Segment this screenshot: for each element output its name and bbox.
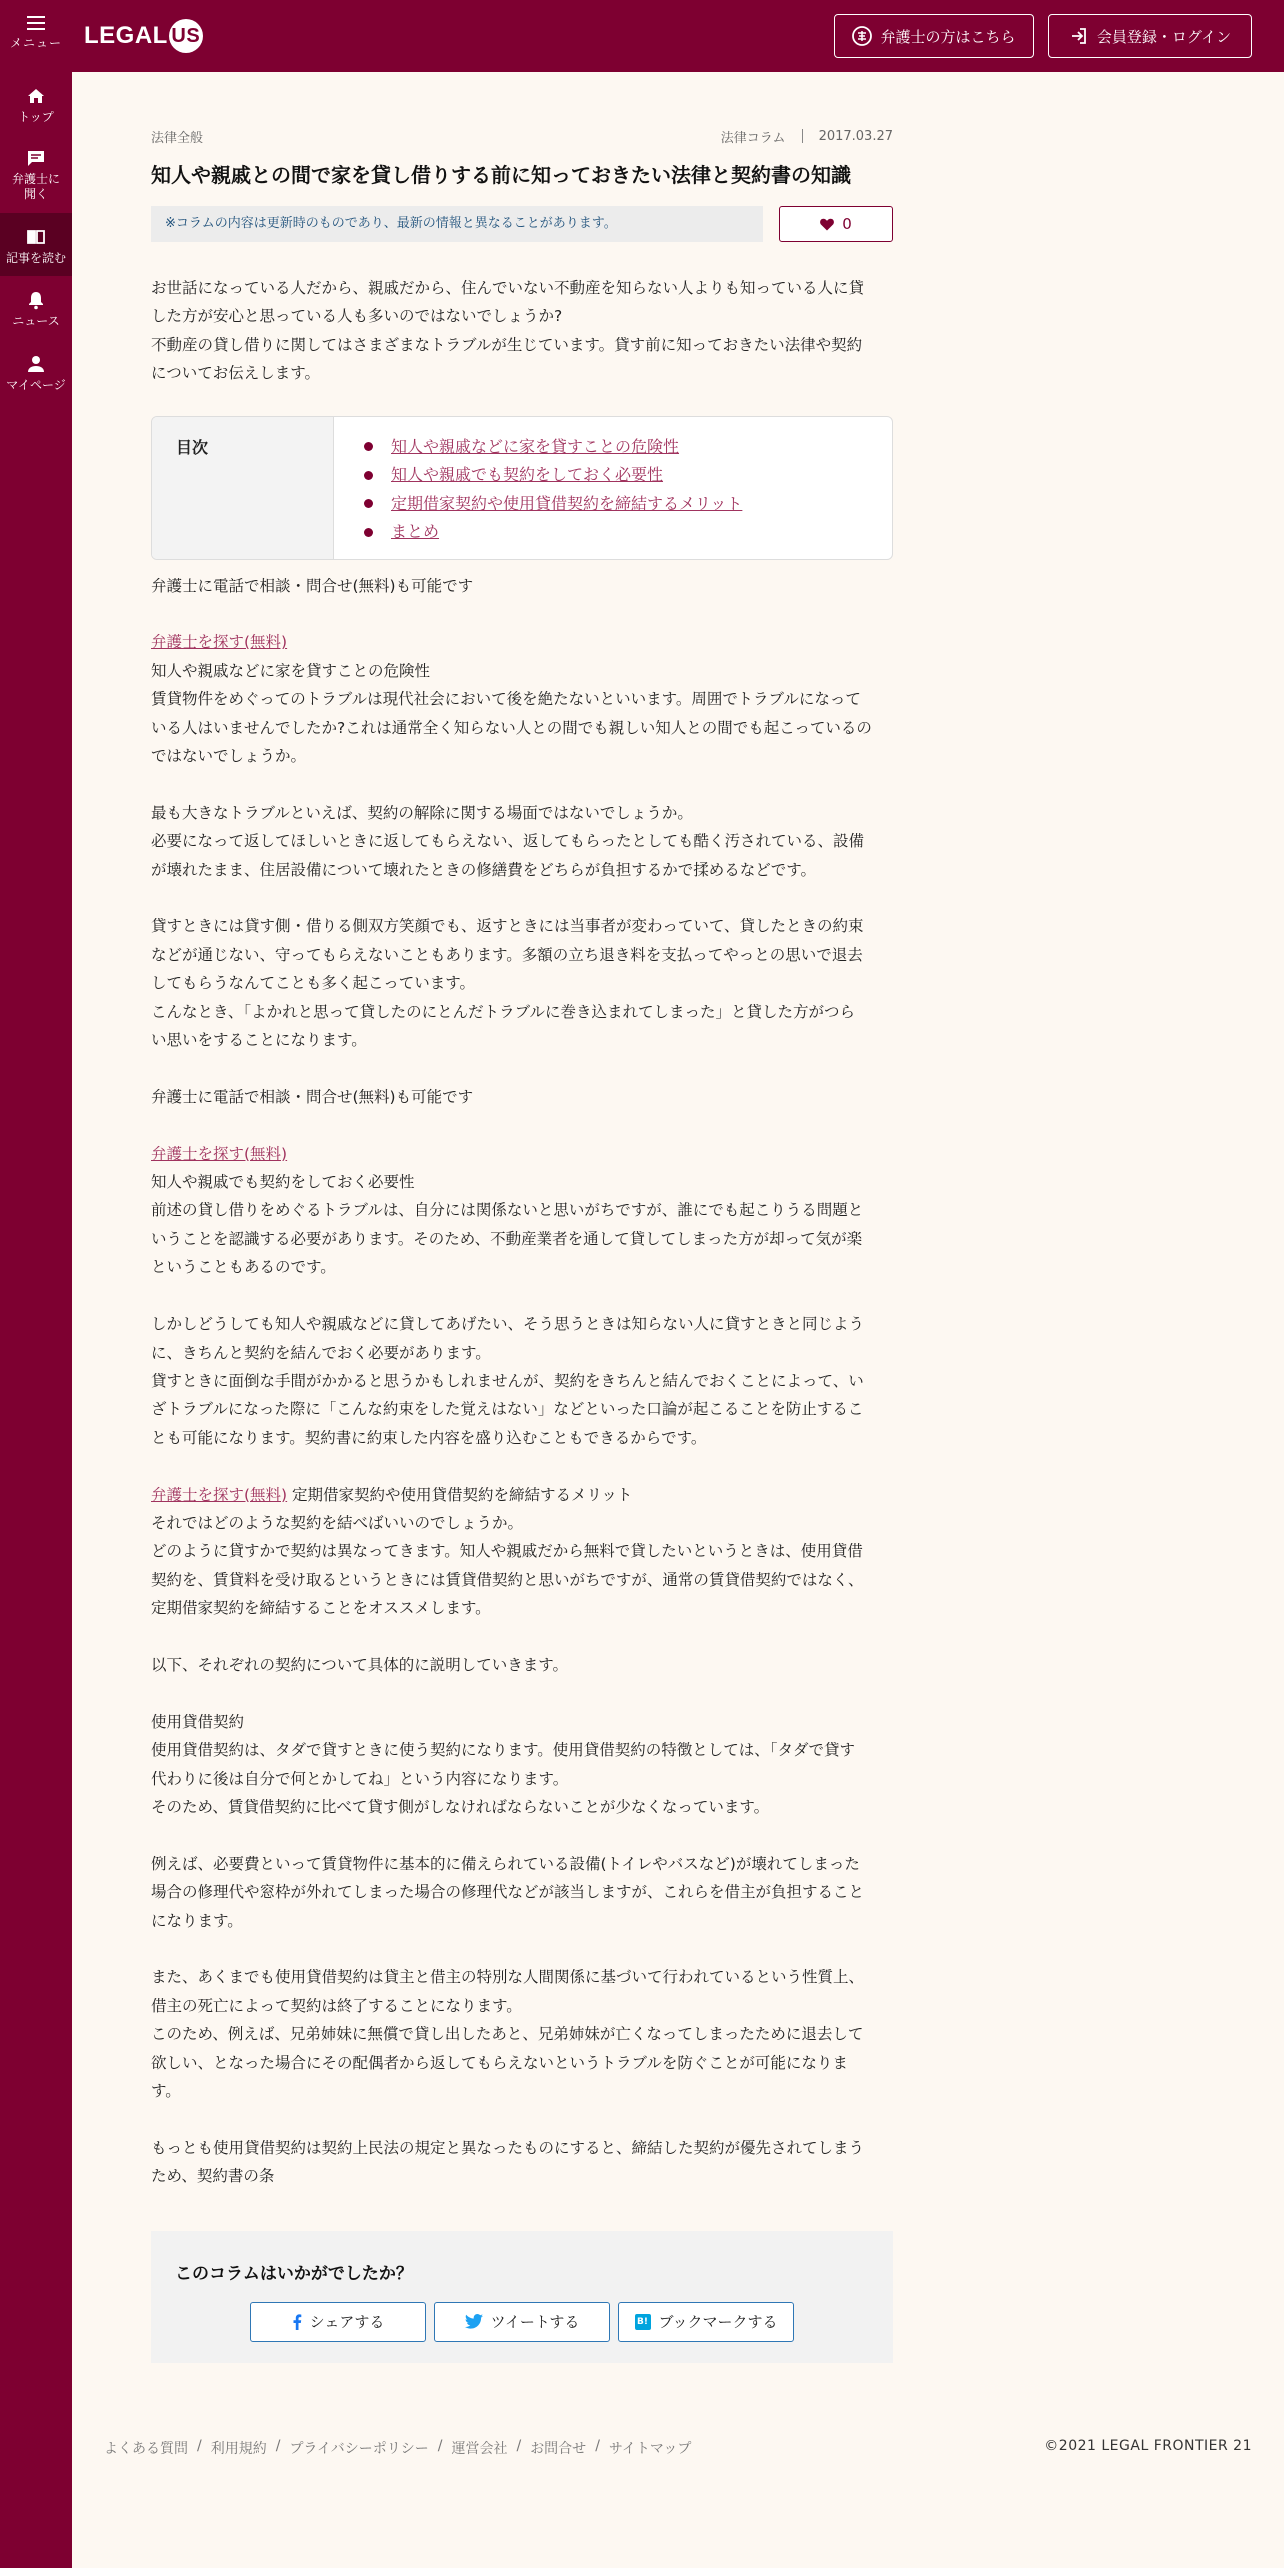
twitter-icon [465,2314,483,2329]
footer-link-contact[interactable]: お問合せ [530,2441,587,2457]
heart-icon [820,218,834,231]
body-line: い思いをすることになります。 [151,1031,367,1050]
hatena-bookmark-button[interactable] [618,2302,794,2342]
body-line: 貸すときに面倒な手間がかかると思うかもしれませんが、契約をきちんと結んでおくことによって、い [151,1371,864,1390]
bullet-icon [364,471,373,480]
feedback-title: このコラムはいかがでしたか？ [175,2263,413,2284]
section-heading: 知人や親戚でも契約をしておく必要性 [151,1173,415,1192]
body-line: 代わりに後は自分で何とかしてね」という内容になります。 [151,1769,569,1788]
table-of-contents [151,416,893,560]
body-line: に、きちんと契約を結んでおく必要があります。 [151,1343,491,1362]
body-line: ということもあるのです。 [151,1258,336,1277]
body-line: 契約を、賃貸料を受け取るというときには賃貸借契約と思いがちですが、通常の賃貸借契約ではなく、 [151,1570,864,1589]
feedback-box [151,2231,893,2363]
bullet-icon [364,528,373,537]
toc-list [334,417,742,559]
meta-divider [802,129,803,143]
toc-link[interactable]: 知人や親戚などに家を貸すことの危険性 [391,436,680,456]
find-lawyer-link[interactable]: 弁護士を探す(無料) [151,633,288,652]
intro-line: についてお伝えします。 [151,364,320,383]
article-date: 2017.03.27 [818,128,893,144]
sidebar-item-ask-lawyer[interactable] [0,136,72,213]
lawyer-entry-label: 弁護士の方はこちら [880,27,1016,46]
login-label: 会員登録・ログイン [1096,27,1232,46]
body-line: ざトラブルになった際に「こんな約束をした覚えはない」などといった口論が起こることを防止するこ [151,1400,864,1419]
find-lawyer-link[interactable]: 弁護士を探す(無料) [151,1485,288,1504]
body-line: ではないでしょうか。 [151,747,307,766]
home-icon [26,86,46,106]
logo-text: LEGAL [84,22,168,49]
toc-link[interactable]: まとめ [391,522,440,542]
body-line: 賃貸物件をめぐってのトラブルは現代社会において後を絶たないといいます。周囲でトラブルになって [151,690,861,709]
section-heading: 使用貸借契約 [151,1712,245,1731]
body-line: こんなとき、「よかれと思って貸したのにとんだトラブルに巻き込まれてしまった」と貸した方がつら [151,1002,856,1021]
body-line: が壊れたまま、住居設備について壊れたときの修繕費をどちらが負担するかで揉めるなどです。 [151,860,816,879]
body-line: 貸すときには貸す側・借りる側双方笑顔でも、返すときには当事者が変わっていて、貸したときの約束 [151,917,864,936]
body-line: 欲しい、となった場合にその配偶者から返してもらえないというトラブルを防ぐことが可能になりま [151,2053,848,2072]
body-line: しかしどうしても知人や親戚などに貸してあげたい、そう思うときは知らない人に貸すときと同じよう [151,1315,865,1334]
footer-link-sitemap[interactable]: サイトマップ [608,2441,692,2457]
toc-item [364,433,742,462]
login-icon [1069,26,1089,46]
section-heading: 知人や親戚などに家を貸すことの危険性 [151,661,431,680]
body-line: 以下、それぞれの契約について具体的に説明していきます。 [151,1655,568,1674]
hamburger-icon [27,16,45,30]
sidebar-item-mypage[interactable] [0,340,72,404]
update-notice: ※コラムの内容は更新時のものであり、最新の情報と異なることがあります。 [151,206,763,242]
sidebar-item-label: ニュース [12,314,60,329]
book-icon [26,227,46,247]
body-line: 使用貸借契約は、タダで貸すときに使う契約になります。使用貸借契約の特徴としては、「タダで貸す [151,1741,856,1760]
footer-separator: / [595,2438,600,2454]
body-line: このため、例えば、兄弟姉妹に無償で貸し出したあと、兄弟姉妹が亡くなってしまったために退去して [151,2025,864,2044]
footer-links [104,2438,691,2458]
article-intro [151,274,893,388]
toc-link[interactable]: 知人や親戚でも契約をしておく必要性 [391,465,664,485]
twitter-share-button[interactable] [434,2302,610,2342]
menu-button[interactable] [0,0,72,72]
login-button[interactable] [1048,14,1252,58]
article-title: 知人や親戚との間で家を貸し借りする前に知っておきたい法律と契約書の知識 [151,163,851,187]
person-icon [26,354,46,374]
body-line: いうことを認識する必要があります。そのため、不動産業者を通して貸してしまった方が却って気が楽 [151,1229,863,1248]
body-line: もっとも使用貸借契約は契約上民法の規定と異なったものにすると、締結した契約が優先されてしまう [151,2138,865,2157]
header [0,0,1284,72]
body-line: とも可能になります。契約書に約束した内容を盛り込むこともできるからです。 [151,1428,707,1447]
body-line: 必要になって返してほしいときに返してもらえない、返してもらったとしても酷く汚されている、設備 [151,832,865,851]
sidebar-item-news[interactable] [0,276,72,340]
site-logo[interactable] [84,18,203,54]
intro-line: お世話になっている人だから、親戚だから、住んでいない不動産を知らない人よりも知っている人に貸 [151,279,865,297]
body-line: す。 [151,2081,181,2100]
toc-item [364,518,742,547]
sidebar-item-label: 記事を読む [5,250,66,265]
bullet-icon [364,499,373,508]
intro-line: 不動産の貸し借りに関してはさまざまなトラブルが生じています。貸す前に知っておきたい法律や契約 [151,335,863,354]
body-line: などが通じない、守ってもらえないこともあります。多額の立ち退き料を支払ってやっとの思いで退去 [151,945,863,964]
article [151,126,893,2363]
facebook-icon [292,2314,302,2330]
body-line: 場合の修理代や窓枠が外れてしまった場合の修理代などが該当しますが、これらを借主が負担すること [151,1883,865,1902]
sidebar-item-top[interactable] [0,72,72,136]
footer-separator: / [516,2438,522,2454]
body-line: 弁護士に電話で相談・問合せ(無料)も可能です [151,576,474,595]
body-line: いる人はいませんでしたか?これは通常全く知らない人との間でも親しい知人との間でも起こっているの [151,718,872,737]
logo-mark: US [169,19,203,53]
body-line: になります。 [151,1911,243,1930]
body-line: また、あくまでも使用貸借契約は貸主と借主の特別な人間関係に基づいて行われているという性質上、 [151,1968,865,1987]
footer-link-privacy[interactable]: プライバシーポリシー [289,2441,429,2457]
footer-separator: / [275,2438,281,2454]
toc-item [364,490,742,519]
body-line: ため、契約書の条 [151,2167,275,2186]
footer-link-terms[interactable]: 利用規約 [210,2441,267,2457]
find-lawyer-link[interactable]: 弁護士を探す(無料) [151,1144,288,1163]
footer-separator: / [437,2438,443,2454]
sidebar-item-read-articles[interactable] [0,213,72,277]
body-line: してもらうなんてことも多く起こっています。 [151,974,475,993]
twitter-share-label: ツイートする [490,2313,580,2332]
toc-item [364,461,742,490]
lawyer-badge-icon [852,26,872,46]
body-line: 例えば、必要費といって賃貸物件に基本的に備えられている設備(トイレやバスなど)が壊れてしまった [151,1854,860,1873]
body-line: どのように貸すかで契約は異なってきます。知人や親戚だから無料で貸したいというときは、使用貸借 [151,1542,863,1561]
footer [104,2438,1252,2458]
hatena-bookmark-label: ブックマークする [658,2313,778,2332]
body-line: 借主の死亡によって契約は終了することになります。 [151,1996,522,2015]
article-meta [151,126,893,146]
body-line: それではどのような契約を結べばいいのでしょうか。 [151,1513,524,1532]
sidebar-item-label: トップ [18,110,54,124]
menu-label: メニュー [9,36,62,50]
footer-link-company[interactable]: 運営会社 [451,2441,508,2457]
toc-label: 目次 [152,417,334,559]
chat-icon [26,148,46,168]
body-line: 最も大きなトラブルといえば、契約の解除に関する場面ではないでしょうか。 [151,803,693,822]
toc-link[interactable]: 定期借家契約や使用貸借契約を締結するメリット [391,493,743,513]
section-heading: 定期借家契約や使用貸借契約を締結するメリット [287,1485,633,1504]
footer-separator: / [197,2438,202,2454]
sidebar-item-label: マイページ [6,377,66,392]
article-category[interactable]: 法律全般 [151,130,204,146]
sidebar-item-label: 弁護士に聞く [11,171,60,202]
like-button[interactable] [779,206,893,242]
intro-line: した方が安心と思っている人も多いのではないでしょうか? [151,307,563,326]
sidebar [0,72,72,2568]
body-line: 弁護士に電話で相談・問合せ(無料)も可能です [151,1087,474,1106]
article-body [151,572,893,2191]
hatena-icon: B! [635,2314,651,2330]
bell-icon [26,290,46,310]
share-buttons [151,2302,893,2342]
bullet-icon [364,442,373,451]
body-line: 定期借家契約を締結することをオススメします。 [151,1599,491,1618]
footer-link-faq[interactable]: よくある質問 [104,2441,188,2457]
like-count: 0 [842,215,852,233]
facebook-share-button[interactable] [250,2302,426,2342]
lawyer-entry-button[interactable] [834,14,1034,58]
facebook-share-label: シェアする [309,2313,385,2332]
body-line: 前述の貸し借りをめぐるトラブルは、自分には関係ないと思いがちですが、誰にでも起こりうる問題と [151,1201,864,1220]
article-type: 法律コラム [720,130,786,146]
body-line: そのため、賃貸借契約に比べて貸す側がしなければならないことが少なくなっています。 [151,1797,770,1816]
copyright: ©2021 LEGAL FRONTIER 21 [1044,2438,1252,2454]
